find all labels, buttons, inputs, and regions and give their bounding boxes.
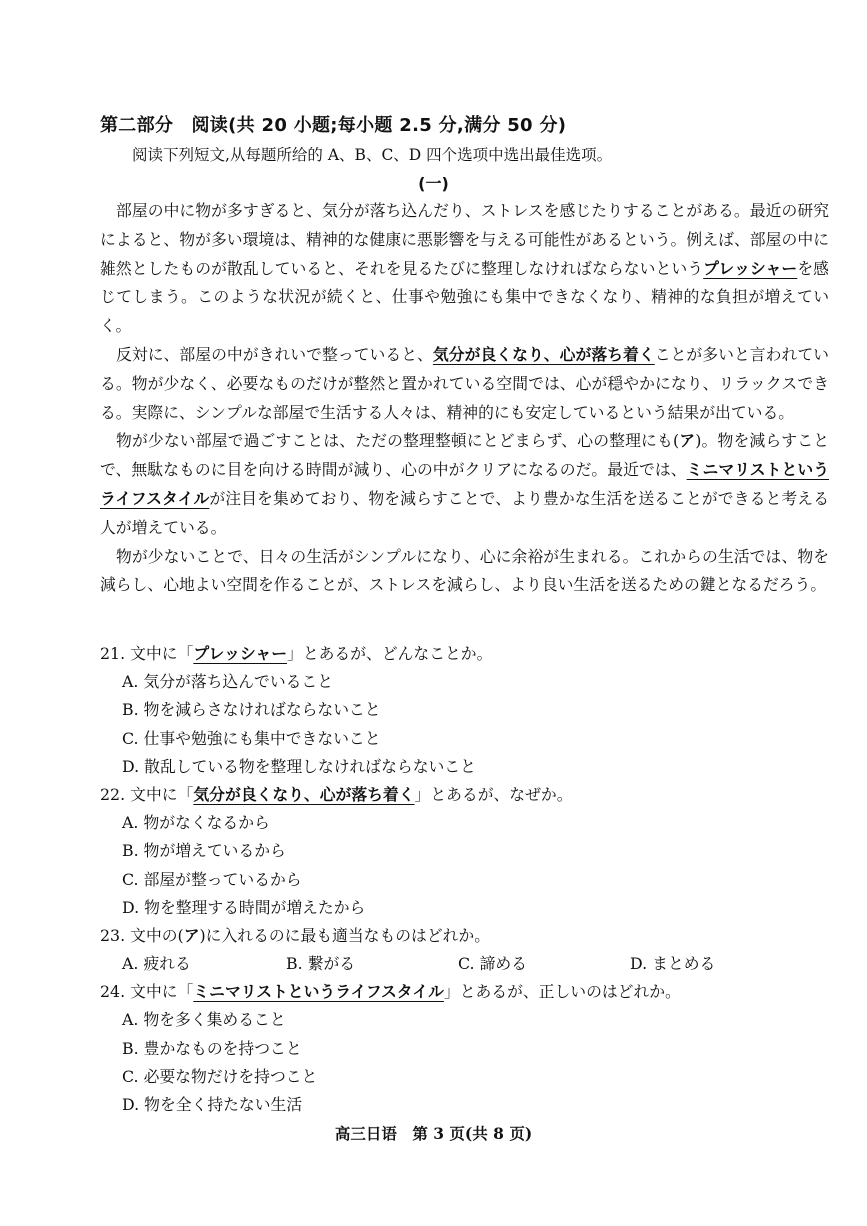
q22-option-b: B. 物が増えているから xyxy=(122,841,286,861)
paragraph-3 xyxy=(100,427,829,542)
q24-option-d: D. 物を全く持たない生活 xyxy=(122,1095,303,1114)
q21-option-c: C. 仕事や勉強にも集中できないこと xyxy=(122,728,381,748)
q23-option-b: B. 繋がる xyxy=(286,954,356,974)
question-24 xyxy=(100,978,840,1006)
paragraph-4: 物が少ないことで、日々の生活がシンプルになり、心に余裕が生まれる。これからの生活では、物を減らし、心地よい空間を作ることが、ストレスを減らし、より良い生活を送るための鍵となるだろう。 xyxy=(100,546,829,595)
underlined-pressure: プレッシャー xyxy=(703,258,798,278)
paragraph-3-text-c: が注目を集めており、物を減らすことで、より豊かな生活を送ることができると考える人が増えている。 xyxy=(100,488,829,537)
paragraph-3-text-a: 物が少ない部屋で過ごすことは、ただの整理整頓にとどまらず、心の整理にも( xyxy=(116,431,680,451)
question-23-pre: 23. 文中の( xyxy=(100,925,184,945)
q22-option-a: A. 物がなくなるから xyxy=(122,813,270,833)
question-24-underlined: ミニマリストというライフスタイル xyxy=(193,982,444,1002)
question-24-pre: 24. 文中に「 xyxy=(100,982,194,1002)
blank-a: ア xyxy=(679,431,696,451)
underlined-feeling-better: 気分が良くなり、心が落ち着く xyxy=(432,344,655,364)
question-22-pre: 22. 文中に「 xyxy=(100,784,194,804)
page-footer: 高三日语 第 3 页(共 8 页) xyxy=(334,1124,533,1143)
question-21-pre: 21. 文中に「 xyxy=(100,644,194,663)
underlined-minimalist: ミニマリストというライフスタイル xyxy=(100,460,830,508)
questions xyxy=(100,640,840,1119)
question-21-underlined: プレッシャー xyxy=(193,644,288,663)
paragraph-1 xyxy=(100,197,829,341)
question-21 xyxy=(100,640,840,668)
instructions: 阅读下列短文,从每题所给的 A、B、C、D 四个选项中选出最佳选项。 xyxy=(132,146,613,164)
q21-option-a: A. 気分が落ち込んでいること xyxy=(122,672,334,692)
question-24-post: 」とあるが、正しいのはどれか。 xyxy=(443,982,681,1002)
paragraph-1-text-a: 部屋の中に物が多すぎると、気分が落ち込んだり、ストレスを感じたりすることがある。最近の研究によると、物が多い環境は、精神的な健康に悪影響を与える可能性があるという。例えば、部屋の中に雑然としたものが散乱していると、それを見るたびに整理しなければならないという xyxy=(100,201,829,278)
paragraph-2-text-b: ことが多いと言われている。物が少なく、必要なものだけが整然と置かれている空間では、心が穏やかになり、リラックスできる。実際に、シンプルな部屋で生活する人々は、精神的にも安定しているという結果が出ている。 xyxy=(100,344,829,422)
question-21-post: 」とあるが、どんなことか。 xyxy=(287,644,493,663)
q23-option-a: A. 疲れる xyxy=(122,954,191,974)
q22-option-c: C. 部屋が整っているから xyxy=(122,869,302,889)
passage-number: (一) xyxy=(418,174,449,193)
question-22-underlined: 気分が良くなり、心が落ち着く xyxy=(193,784,415,804)
paragraph-2 xyxy=(100,341,829,427)
paragraph-2-text-a: 反対に、部屋の中がきれいで整っていると、 xyxy=(116,344,433,364)
q21-option-b: B. 物を減らさなければならないこと xyxy=(122,700,381,720)
paragraph-3-text-b: )。物を減らすことで、無駄なものに目を向ける時間が減り、心の中がクリアになるのだ。最近では、 xyxy=(100,431,829,480)
q21-option-d: D. 散乱している物を整理しなければならないこと xyxy=(122,756,476,776)
q22-option-d: D. 物を整理する時間が増えたから xyxy=(122,897,366,917)
question-23-blank: ア xyxy=(183,925,200,945)
question-22 xyxy=(100,781,840,809)
question-22-post: 」とあるが、なぜか。 xyxy=(414,784,573,804)
question-23-post: )に入れるのに最も適当なものはどれか。 xyxy=(199,925,491,945)
q23-options-row xyxy=(100,950,840,978)
reading-passage xyxy=(100,197,829,600)
question-23 xyxy=(100,922,840,950)
q24-option-a: A. 物を多く集めること xyxy=(122,1010,286,1030)
paragraph-1-text-b: を感じてしまう。このような状況が続くと、仕事や勉強にも集中できなくなり、精神的な負担が増えていく。 xyxy=(100,258,829,336)
q23-option-d: D. まとめる xyxy=(630,954,716,974)
section-title: 第二部分 阅读(共 20 小题;每小题 2.5 分,满分 50 分) xyxy=(100,115,567,136)
q24-option-b: B. 豊かなものを持つこと xyxy=(122,1038,302,1058)
q23-option-c: C. 諦める xyxy=(458,954,527,974)
q24-option-c: C. 必要な物だけを持つこと xyxy=(122,1066,318,1086)
